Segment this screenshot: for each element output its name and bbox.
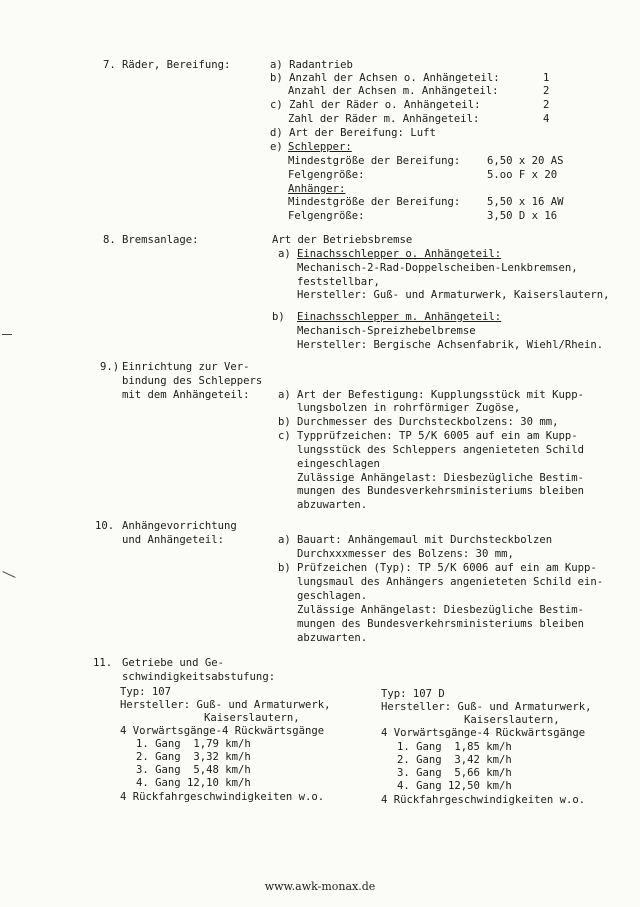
s9-c-line3: eingeschlagen xyxy=(297,458,380,470)
s7-schlepper-min-value: 6,50 x 20 AS xyxy=(487,155,564,167)
s10-b-line5: mungen des Bundesverkehrsministeriums bleiben xyxy=(297,618,585,630)
s11-right-gang-1: 1. Gang 1,85 km/h xyxy=(397,741,512,753)
s8-intro: Art der Betriebsbremse xyxy=(272,234,413,246)
s7-item-b2-value: 2 xyxy=(543,85,550,97)
s9-a-prefix: a) xyxy=(278,389,291,401)
section-9-title-1: Einrichtung zur Ver- xyxy=(122,361,250,373)
s11-right-hersteller: Hersteller: Guß- und Armaturwerk, xyxy=(381,701,592,713)
s10-b-prefix: b) xyxy=(278,562,291,574)
section-7-number: 7. xyxy=(103,59,116,71)
s9-c-line4: Zulässige Anhängelast: Diesbezügliche Bestim- xyxy=(297,472,585,484)
s7-item-b2: Anzahl der Achsen m. Anhängeteil: xyxy=(288,85,499,97)
section-8-title: Bremsanlage: xyxy=(122,234,199,246)
s8-b-line2: Hersteller: Bergische Achsenfabrik, Wiehl/Rhein. xyxy=(297,339,604,351)
s11-left-gang-1: 1. Gang 1,79 km/h xyxy=(136,738,251,750)
section-10-title-2: und Anhängeteil: xyxy=(122,534,225,546)
s7-item-b1-value: 1 xyxy=(543,72,550,84)
s8-b-prefix: b) xyxy=(272,311,285,323)
section-11-title-1: Getriebe und Ge- xyxy=(122,657,225,669)
s9-b-line1: Durchmesser des Durchsteckbolzens: 30 mm, xyxy=(297,416,559,428)
s10-a-prefix: a) xyxy=(278,534,291,546)
s7-item-b1: b) Anzahl der Achsen o. Anhängeteil: xyxy=(270,72,500,84)
s11-right-gang-4: 4. Gang 12,50 km/h xyxy=(397,780,512,792)
s7-item-c1-value: 2 xyxy=(543,99,550,111)
s7-anhaenger-felg-value: 3,50 D x 16 xyxy=(487,210,558,222)
s10-b-line6: abzuwarten. xyxy=(297,632,368,644)
s8-b-line1: Mechanisch-Spreizhebelbremse xyxy=(297,325,476,337)
s7-item-c2-value: 4 xyxy=(543,113,550,125)
s10-a-line2: Durchxxxmesser des Bolzens: 30 mm, xyxy=(297,548,514,560)
s11-left-gang-3: 3. Gang 5,48 km/h xyxy=(136,764,251,776)
s9-c-line6: abzuwarten. xyxy=(297,499,368,511)
s11-left-typ: Typ: 107 xyxy=(120,686,172,698)
s11-left-gang-2: 2. Gang 3,32 km/h xyxy=(136,751,251,763)
s11-right-gang-3: 3. Gang 5,66 km/h xyxy=(397,767,512,779)
section-9-title-2: bindung des Schleppers xyxy=(122,375,263,387)
s11-right-gang-2: 2. Gang 3,42 km/h xyxy=(397,754,512,766)
section-10-title-1: Anhängevorrichtung xyxy=(122,520,237,532)
s8-a-heading: Einachsschlepper o. Anhängeteil: xyxy=(297,248,502,260)
s7-schlepper-felg-value: 5.oo F x 20 xyxy=(487,169,558,181)
s9-a-line1: Art der Befestigung: Kupplungsstück mit Kupp- xyxy=(297,389,585,401)
s10-b-line2: lungsmaul des Anhängers angenieteten Schild ein- xyxy=(297,576,604,588)
footer-url: www.awk-monax.de xyxy=(264,880,376,893)
s7-schlepper-felg-label: Felgengröße: xyxy=(288,169,365,181)
s10-b-line4: Zulässige Anhängelast: Diesbezügliche Bestim- xyxy=(297,604,585,616)
s9-c-line2: lungsstück des Schleppers angenieteten Schild xyxy=(297,444,585,456)
s7-anhaenger-heading: Anhänger: xyxy=(288,183,346,195)
section-7-title: Räder, Bereifung: xyxy=(122,59,231,71)
s11-right-rueckfahr: 4 Rückfahrgeschwindigkeiten w.o. xyxy=(381,794,586,806)
s9-c-prefix: c) xyxy=(278,430,291,442)
s8-a-line2: feststellbar, xyxy=(297,276,380,288)
s10-b-line1: Prüfzeichen (Typ): TP 5/K 6006 auf ein am Kupp- xyxy=(297,562,597,574)
section-9-number: 9.) xyxy=(100,361,120,373)
s7-item-a: a) Radantrieb xyxy=(270,59,353,71)
s11-left-ort: Kaiserslautern, xyxy=(204,712,300,724)
s7-item-d: d) Art der Bereifung: Luft xyxy=(270,127,436,139)
s7-schlepper-min-label: Mindestgröße der Bereifung: xyxy=(288,155,461,167)
s9-b-prefix: b) xyxy=(278,416,291,428)
section-11-number: 11. xyxy=(93,657,113,669)
s7-anhaenger-felg-label: Felgengröße: xyxy=(288,210,365,222)
s8-a-line3: Hersteller: Guß- und Armaturwerk, Kaiserslautern, xyxy=(297,289,610,301)
s9-c-line1: Typprüfzeichen: TP 5/K 6005 auf ein am Kupp- xyxy=(297,430,578,442)
section-11-title-2: schwindigkeitsabstufung: xyxy=(122,671,276,683)
s7-anhaenger-min-label: Mindestgröße der Bereifung: xyxy=(288,196,461,208)
s11-right-gaenge: 4 Vorwärtsgänge-4 Rückwärtsgänge xyxy=(381,727,586,739)
s9-a-line2: lungsbolzen in rohrförmiger Zugöse, xyxy=(297,402,521,414)
s8-b-heading: Einachsschlepper m. Anhängeteil: xyxy=(297,311,502,323)
s7-item-e-prefix: e) xyxy=(270,141,283,153)
s7-item-c2: Zahl der Räder m. Anhängeteil: xyxy=(288,113,480,125)
s7-item-c1: c) Zahl der Räder o. Anhängeteil: xyxy=(270,99,481,111)
s7-anhaenger-min-value: 5,50 x 16 AW xyxy=(487,196,564,208)
s10-a-line1: Bauart: Anhängemaul mit Durchsteckbolzen xyxy=(297,534,553,546)
s8-a-prefix: a) xyxy=(278,248,291,260)
section-8-number: 8. xyxy=(103,234,116,246)
s8-a-line1: Mechanisch-2-Rad-Doppelscheiben-Lenkbremsen, xyxy=(297,262,578,274)
scan-mark xyxy=(2,571,15,578)
s11-left-gang-4: 4. Gang 12,10 km/h xyxy=(136,777,251,789)
s11-right-typ: Typ: 107 D xyxy=(381,688,445,700)
s11-left-gaenge: 4 Vorwärtsgänge-4 Rückwärtsgänge xyxy=(120,725,325,737)
s11-left-rueckfahr: 4 Rückfahrgeschwindigkeiten w.o. xyxy=(120,791,325,803)
s11-right-ort: Kaiserslautern, xyxy=(464,714,560,726)
scan-mark xyxy=(2,334,12,335)
s7-schlepper-heading: Schlepper: xyxy=(288,141,352,153)
s9-c-line5: mungen des Bundesverkehrsministeriums bleiben xyxy=(297,485,585,497)
s10-b-line3: geschlagen. xyxy=(297,590,368,602)
s11-left-hersteller: Hersteller: Guß- und Armaturwerk, xyxy=(120,699,331,711)
section-10-number: 10. xyxy=(95,520,115,532)
section-9-title-3: mit dem Anhängeteil: xyxy=(122,389,250,401)
